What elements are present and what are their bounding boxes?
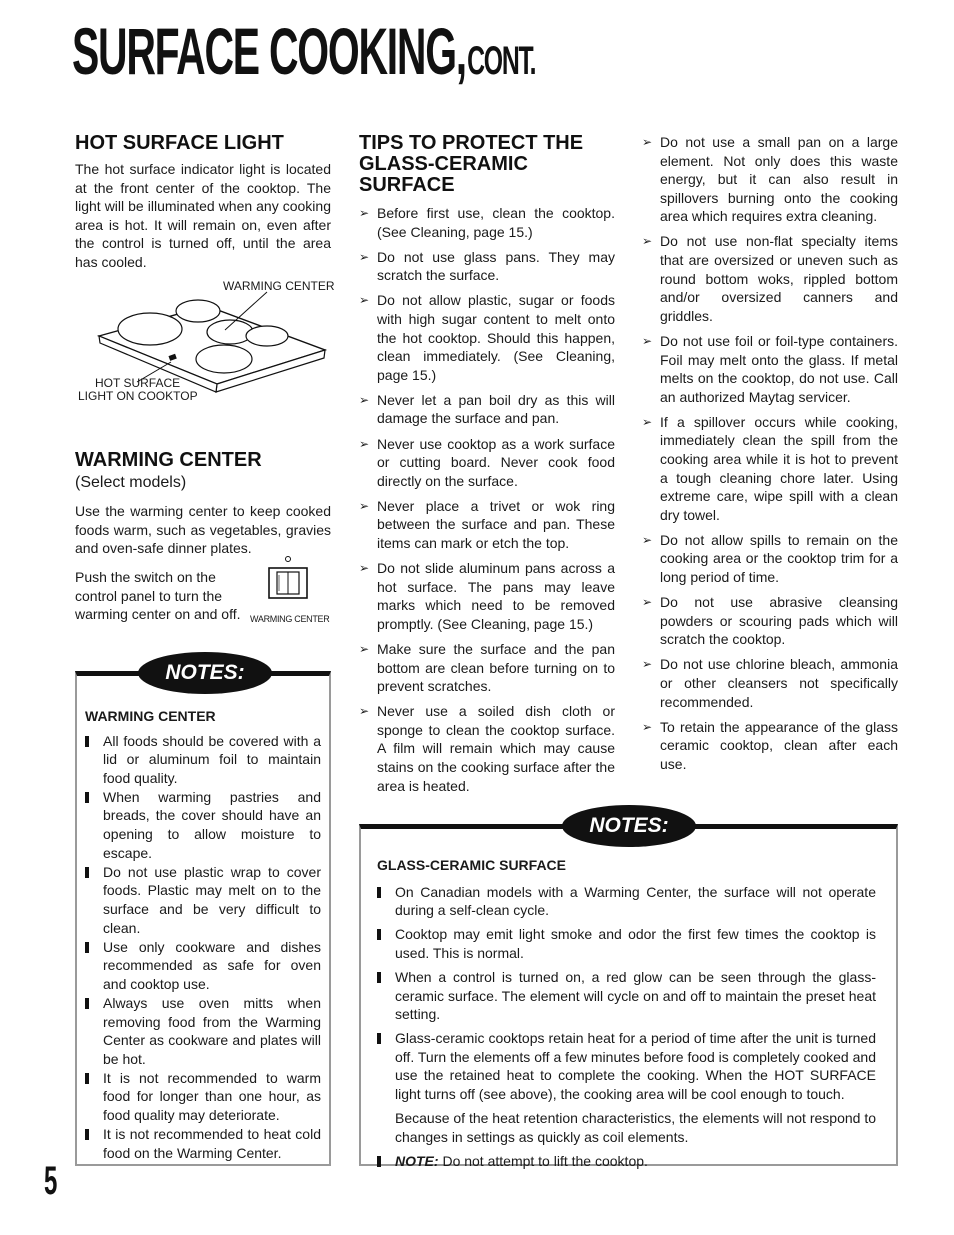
warming-switch-row bbox=[75, 568, 331, 632]
bullet-icon bbox=[377, 972, 381, 983]
list-item: ➢ Do not use foil or foil-type containers. Foil may melt onto the glass. If metal melts on the cooktop, do not use. Call an authorized Maytag servicer. bbox=[642, 332, 898, 405]
tips-heading: TIPS TO PROTECT THE GLASS-CERAMIC SURFACE bbox=[359, 132, 584, 196]
list-item: ➢ Make sure the surface and the pan bottom are clean before turning on to prevent scratches. bbox=[359, 640, 615, 695]
notes-heading: WARMING CENTER bbox=[85, 708, 216, 724]
list-item: ➢ Do not allow spills to remain on the cooking area or the cooktop trim for a long period of time. bbox=[642, 531, 898, 586]
list-item: ➢ Never use cooktop as a work surface or cutting board. Never cook food directly on the surface. bbox=[359, 435, 615, 489]
notes-extra-paragraph: Because of the heat retention characteristics, the elements will not respond to changes in settings as quickly as coil elements. bbox=[395, 1110, 876, 1145]
list-item: Do not use plastic wrap to cover foods. Plastic may melt on to the surface and be very difficult to clean. bbox=[85, 863, 321, 937]
arrow-icon: ➢ bbox=[359, 293, 370, 308]
list-item: ➢ If a spillover occurs while cooking, immediately clean the spill from the cooking area while it is hot to prevent a tough cleaning chore later. Using extreme care, wipe spill with a clean dry towel. bbox=[642, 413, 898, 523]
warming-switch-label: WARMING CENTER bbox=[250, 613, 330, 624]
notes-list bbox=[377, 883, 876, 1104]
notes-badge: NOTES: bbox=[138, 652, 272, 694]
note-label: NOTE: bbox=[395, 1152, 439, 1169]
arrow-icon: ➢ bbox=[642, 333, 653, 348]
list-item: ➢ Never place a trivet or wok ring between the surface and pan. These items can mark or etch the top. bbox=[359, 497, 615, 551]
cooktop-diagram bbox=[75, 278, 335, 420]
list-item: ➢ Do not use a small pan on a large element. Not only does this waste energy, but it can also result in spillovers burning onto the cooking area which requires extra cleaning. bbox=[642, 134, 898, 225]
bullet-icon bbox=[85, 998, 89, 1009]
diagram-label-warming-center: WARMING CENTER bbox=[223, 278, 335, 293]
arrow-icon: ➢ bbox=[642, 414, 653, 429]
list-item: When a control is turned on, a red glow can be seen through the glass-ceramic surface. The element will cycle on and off to maintain the preset heat setting. bbox=[377, 968, 876, 1024]
hot-surface-heading: HOT SURFACE LIGHT bbox=[75, 132, 284, 154]
arrow-icon: ➢ bbox=[642, 234, 653, 249]
list-item: ➢ Do not use glass pans. They may scratch the surface. bbox=[359, 248, 615, 284]
list-item: ➢ Do not slide aluminum pans across a hot surface. The pans may leave marks which need to be removed promptly. (See Cleaning, page 15.) bbox=[359, 560, 615, 632]
list-item: Use only cookware and dishes recommended as safe for oven and cooktop use. bbox=[85, 938, 321, 994]
middle-column bbox=[359, 133, 615, 802]
warming-switch-icon bbox=[265, 556, 311, 608]
bullet-icon bbox=[85, 942, 89, 953]
notes-heading: GLASS-CERAMIC SURFACE bbox=[377, 857, 567, 873]
bullet-icon bbox=[377, 1156, 381, 1167]
list-item: ➢ Never use a soiled dish cloth or sponge to clean the cooktop surface. A film will remain which may cause stains on the cooking surface after the area is heated. bbox=[359, 703, 615, 794]
arrow-icon: ➢ bbox=[642, 595, 653, 610]
arrow-icon: ➢ bbox=[359, 561, 370, 576]
warming-switch-text: Push the switch on the control panel to turn the warming center on and off. bbox=[75, 568, 241, 623]
left-column bbox=[75, 132, 335, 632]
page-title-main: SURFACE COOKING, bbox=[72, 14, 466, 88]
list-item: ➢ Before first use, clean the cooktop. (See Cleaning, page 15.) bbox=[359, 205, 615, 240]
list-item: ➢ To retain the appearance of the glass ceramic cooktop, clean after each use. bbox=[642, 718, 898, 772]
notes-box-warming bbox=[75, 661, 331, 1166]
notes-box-glass-ceramic bbox=[359, 814, 898, 1169]
arrow-icon: ➢ bbox=[642, 135, 653, 149]
bullet-icon bbox=[85, 867, 89, 878]
list-item: On Canadian models with a Warming Center, the surface will not operate during a self-clean cycle. bbox=[377, 883, 876, 920]
diagram-label-light-on-cooktop: LIGHT ON COOKTOP bbox=[78, 388, 198, 403]
arrow-icon: ➢ bbox=[359, 392, 370, 407]
bullet-icon bbox=[377, 929, 381, 940]
list-item: ➢ Never let a pan boil dry as this will damage the surface and pan. bbox=[359, 391, 615, 427]
arrow-icon: ➢ bbox=[359, 206, 370, 220]
notes-list bbox=[85, 732, 321, 1163]
page-title bbox=[72, 14, 536, 88]
list-item: It is not recommended to heat cold food on the Warming Center. bbox=[85, 1125, 321, 1162]
list-item: ➢ Do not use abrasive cleansing powders or scouring pads which will scratch the cooktop. bbox=[642, 594, 898, 648]
list-item: All foods should be covered with a lid or aluminum foil to maintain food quality. bbox=[85, 732, 321, 788]
arrow-icon: ➢ bbox=[359, 498, 370, 513]
page-title-cont: CONT. bbox=[467, 39, 536, 83]
bullet-icon bbox=[85, 1073, 89, 1084]
tips-list-continued bbox=[642, 133, 898, 774]
arrow-icon: ➢ bbox=[642, 532, 653, 547]
list-item: ➢ Do not allow plastic, sugar or foods with high sugar content to melt onto the hot cooktop. Should this happen, clean immediately. (See Cleaning, page 15.) bbox=[359, 292, 615, 383]
arrow-icon: ➢ bbox=[359, 641, 370, 656]
list-item: ➢ Do not use chlorine bleach, ammonia or other cleansers not specifically recommended. bbox=[642, 656, 898, 710]
note-text: Do not attempt to lift the cooktop. bbox=[438, 1152, 648, 1169]
bullet-icon bbox=[85, 792, 89, 803]
warming-center-heading: WARMING CENTER bbox=[75, 448, 262, 471]
hot-surface-body: The hot surface indicator light is located at the front center of the cooktop. The light will be illuminated when any cooking area is hot. It will remain on, even after the control is turned off, until the area has cooled. bbox=[75, 161, 331, 270]
right-column bbox=[642, 133, 898, 780]
arrow-icon: ➢ bbox=[642, 657, 653, 672]
list-item bbox=[377, 1152, 876, 1171]
bullet-icon bbox=[377, 1033, 381, 1044]
tips-list bbox=[359, 204, 615, 795]
bullet-icon bbox=[377, 887, 381, 898]
bullet-icon bbox=[85, 1129, 89, 1140]
notes-badge: NOTES: bbox=[562, 805, 696, 847]
notes-note-list bbox=[377, 1152, 876, 1171]
arrow-icon: ➢ bbox=[359, 436, 370, 451]
arrow-icon: ➢ bbox=[642, 719, 653, 734]
arrow-icon: ➢ bbox=[359, 704, 370, 719]
diagram-label-hot-surface: HOT SURFACE bbox=[95, 375, 181, 390]
list-item: Always use oven mitts when removing food from the Warming Center as cookware and plates will be hot. bbox=[85, 994, 321, 1068]
list-item: It is not recommended to warm food for longer than one hour, as food quality may deteriorate. bbox=[85, 1069, 321, 1125]
list-item: When warming pastries and breads, the cover should have an opening to allow moisture to escape. bbox=[85, 788, 321, 862]
list-item: ➢ Do not use non-flat specialty items that are oversized or uneven such as round bottom woks, rippled bottom and/or oversized canners and griddles. bbox=[642, 233, 898, 324]
page-number: 5 bbox=[44, 1159, 58, 1203]
warming-center-body: Use the warming center to keep cooked foods warm, such as vegetables, gravies and oven-safe dinner plates. bbox=[75, 503, 331, 557]
warming-center-subheading: (Select models) bbox=[75, 473, 187, 491]
bullet-icon bbox=[85, 736, 89, 747]
list-item: Cooktop may emit light smoke and odor the first few times the cooktop is used. This is normal. bbox=[377, 925, 876, 962]
list-item: Glass-ceramic cooktops retain heat for a period of time after the unit is turned off. Turn the elements off a few minutes before food is completely cooked and use the retained heat to complete the cooking. When the HOT SURFACE light turns off (see above), the cooking area will be cool enough to touch. bbox=[377, 1029, 876, 1103]
arrow-icon: ➢ bbox=[359, 249, 370, 264]
